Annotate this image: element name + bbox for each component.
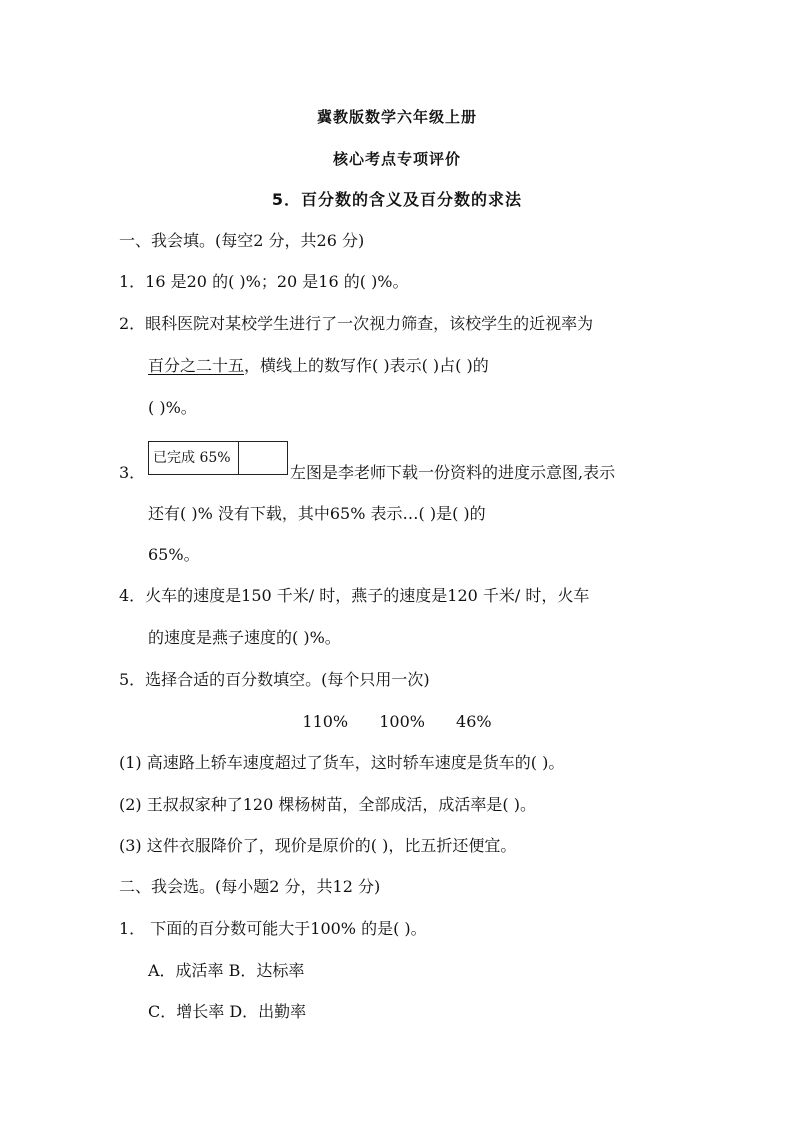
question-2-line3: ( )%。 [148,398,197,417]
question-4-line2: 的速度是燕子速度的( )%。 [148,628,341,647]
progress-remaining-segment [239,442,287,474]
question-3-line1: 左图是李老师下载一份资料的进度示意图,表示 [290,463,616,482]
question-1: 1．16 是20 的( )%；20 是16 的( )%。 [119,272,409,291]
question-5-line1: 5．选择合适的百分数填空。(每个只用一次) [119,670,430,689]
question-2-line2-rest: ，横线上的数写作( )表示( )占( )的 [244,356,489,375]
question-5-sub2: (2) 王叔叔家种了120 棵杨树苗，全部成活，成活率是( )。 [119,795,536,814]
section1-heading: 一、我会填。(每空2 分，共26 分) [119,231,365,250]
question-3-line3: 65%。 [148,545,200,564]
percent-options: 110% 100% 46% [302,712,492,731]
question-3-line2: 还有( )% 没有下载，其中65% 表示…( )是( )的 [148,504,486,523]
book-title: 冀教版数学六年级上册 [316,108,477,126]
question-4-line1: 4．火车的速度是150 千米/ 时，燕子的速度是120 千米/ 时，火车 [119,586,590,605]
section2-heading: 二、我会选。(每小题2 分，共12 分) [119,877,381,896]
question-2-line2 [148,355,489,377]
question-5-sub1: (1) 高速路上轿车速度超过了货车，这时轿车速度是货车的( )。 [119,753,565,772]
question-2-line1: 2．眼科医院对某校学生进行了一次视力筛查，该校学生的近视率为 [119,314,594,333]
section2-question-1: 1． 下面的百分数可能大于100% 的是( )。 [119,919,427,938]
underlined-term: 百分之二十五 [148,356,245,375]
question-5-sub3: (3) 这件衣服降价了，现价是原价的( )，比五折还便宜。 [119,836,517,855]
download-progress-bar [148,441,288,475]
section2-options-cd: C．增长率 D．出勤率 [148,1002,307,1021]
unit-title: 5．百分数的含义及百分数的求法 [271,190,523,209]
question-3-number: 3． [119,463,146,482]
progress-completed-segment: 已完成 65% [149,442,239,474]
section2-options-ab: A．成活率 B．达标率 [148,961,305,980]
series-title: 核心考点专项评价 [332,150,461,168]
